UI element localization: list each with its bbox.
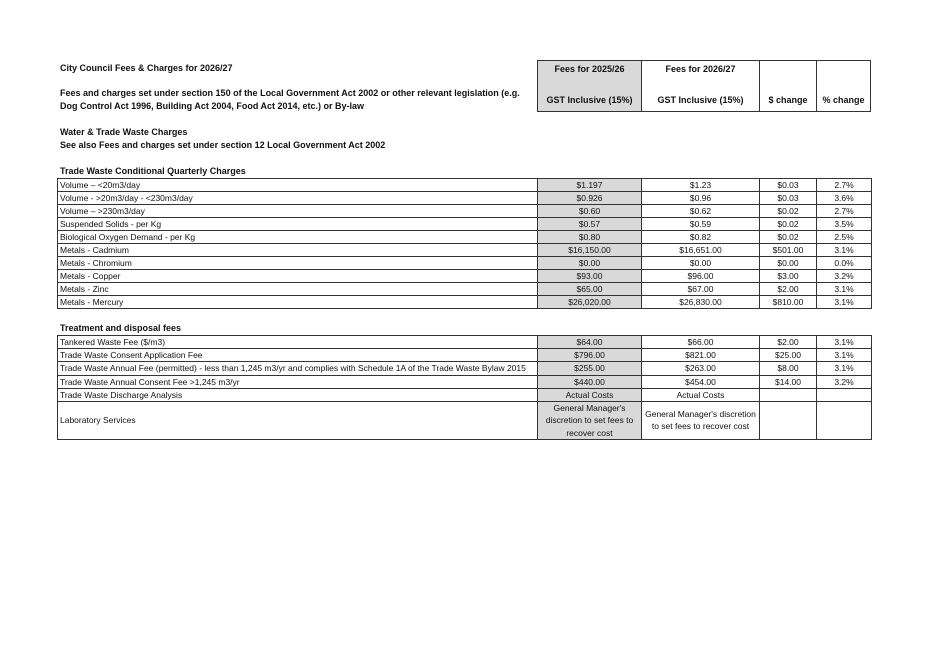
col-pct-change: [817, 61, 870, 111]
document-title: City Council Fees & Charges for 2026/27: [60, 63, 233, 73]
col-dollar-change-label: $ change: [768, 95, 808, 105]
fee-2026-27: Actual Costs: [642, 388, 760, 401]
fee-2025-26: $0.57: [538, 218, 642, 231]
table-row: [58, 362, 872, 376]
row-description: Laboratory Services: [58, 401, 538, 440]
water-section-title: Water & Trade Waste Charges: [60, 127, 188, 137]
dollar-change: [760, 401, 817, 440]
table-row: [58, 336, 872, 349]
table-row: [58, 205, 872, 218]
dollar-change: [760, 388, 817, 401]
row-description: Trade Waste Annual Fee (permitted) - less than 1,245 m3/yr and complies with Schedule 1A of the Trade Waste Bylaw 2015: [58, 362, 538, 376]
fee-2025-26: General Manager's discretion to set fees to recover cost: [538, 401, 642, 440]
fee-2026-27: $0.82: [642, 231, 760, 244]
dollar-change: $25.00: [760, 349, 817, 362]
dollar-change: $8.00: [760, 362, 817, 376]
fee-2025-26: Actual Costs: [538, 388, 642, 401]
fee-2026-27: General Manager's discretion to set fees to recover cost: [642, 401, 760, 440]
row-description: Volume – >230m3/day: [58, 205, 538, 218]
dollar-change: $0.03: [760, 192, 817, 205]
table-row: [58, 401, 872, 440]
fee-2025-26: $0.80: [538, 231, 642, 244]
fee-2026-27: $66.00: [642, 336, 760, 349]
dollar-change: $14.00: [760, 375, 817, 388]
fee-2025-26: $93.00: [538, 270, 642, 283]
fee-2026-27: $26,830.00: [642, 296, 760, 309]
document-description: Fees and charges set under section 150 of the Local Government Act 2002 or other relevant legislation (e.g. Dog Control Act 1996, Building Act 2004, Food Act 2014, etc.) or By-law: [60, 88, 520, 111]
row-description: Metals - Zinc: [58, 283, 538, 296]
pct-change: 2.7%: [817, 205, 872, 218]
row-description: Suspended Solids - per Kg: [58, 218, 538, 231]
dollar-change: $2.00: [760, 283, 817, 296]
column-header-box: [537, 60, 871, 112]
dollar-change: $2.00: [760, 336, 817, 349]
pct-change: 3.1%: [817, 362, 872, 376]
table-row: [58, 257, 872, 270]
fee-2025-26: $255.00: [538, 362, 642, 376]
dollar-change: $0.02: [760, 218, 817, 231]
table-row: [58, 270, 872, 283]
water-section-heading: [60, 126, 385, 152]
row-description: Tankered Waste Fee ($/m3): [58, 336, 538, 349]
fee-2026-27: $0.00: [642, 257, 760, 270]
dollar-change: $0.00: [760, 257, 817, 270]
row-description: Trade Waste Annual Consent Fee >1,245 m3/yr: [58, 375, 538, 388]
fee-2026-27: $16,651.00: [642, 244, 760, 257]
fee-2026-27: $1.23: [642, 179, 760, 192]
treatment-table: [57, 335, 872, 440]
fee-2025-26: $0.60: [538, 205, 642, 218]
table-row: [58, 283, 872, 296]
row-description: Metals - Mercury: [58, 296, 538, 309]
table-row: [58, 218, 872, 231]
pct-change: 2.5%: [817, 231, 872, 244]
fee-2025-26: $0.00: [538, 257, 642, 270]
fee-2026-27: $0.59: [642, 218, 760, 231]
fee-2026-27: $454.00: [642, 375, 760, 388]
col-gst-curr-label: GST Inclusive (15%): [657, 95, 744, 105]
trade-waste-heading: Trade Waste Conditional Quarterly Charges: [60, 166, 246, 176]
fee-2025-26: $65.00: [538, 283, 642, 296]
col-fees-prev-label: Fees for 2025/26: [554, 64, 625, 74]
table-row: [58, 231, 872, 244]
pct-change: 0.0%: [817, 257, 872, 270]
pct-change: 2.7%: [817, 179, 872, 192]
col-pct-change-label: % change: [822, 95, 865, 105]
pct-change: 3.1%: [817, 349, 872, 362]
fee-2025-26: $26,020.00: [538, 296, 642, 309]
row-description: Metals - Cadmium: [58, 244, 538, 257]
pct-change: 3.1%: [817, 244, 872, 257]
fee-2026-27: $0.96: [642, 192, 760, 205]
fee-2025-26: $796.00: [538, 349, 642, 362]
water-section-subtitle: See also Fees and charges set under section 12 Local Government Act 2002: [60, 140, 386, 150]
fee-2026-27: $821.00: [642, 349, 760, 362]
pct-change: 3.2%: [817, 375, 872, 388]
row-description: Volume - >20m3/day - <230m3/day: [58, 192, 538, 205]
fee-2025-26: $16,150.00: [538, 244, 642, 257]
fee-2025-26: $0.926: [538, 192, 642, 205]
table-row: [58, 179, 872, 192]
col-gst-prev-label: GST Inclusive (15%): [546, 95, 633, 105]
dollar-change: $501.00: [760, 244, 817, 257]
pct-change: 3.6%: [817, 192, 872, 205]
table-row: [58, 349, 872, 362]
col-fees-2026-27: [642, 61, 760, 111]
pct-change: 3.2%: [817, 270, 872, 283]
col-fees-curr-label: Fees for 2026/27: [665, 64, 736, 74]
fee-2025-26: $440.00: [538, 375, 642, 388]
pct-change: 3.1%: [817, 283, 872, 296]
row-description: Metals - Copper: [58, 270, 538, 283]
row-description: Trade Waste Consent Application Fee: [58, 349, 538, 362]
pct-change: [817, 401, 872, 440]
pct-change: [817, 388, 872, 401]
table-row: [58, 192, 872, 205]
fee-2026-27: $263.00: [642, 362, 760, 376]
fee-2026-27: $0.62: [642, 205, 760, 218]
row-description: Volume – <20m3/day: [58, 179, 538, 192]
pct-change: 3.1%: [817, 296, 872, 309]
table-row: [58, 388, 872, 401]
fee-2025-26: $1.197: [538, 179, 642, 192]
dollar-change: $3.00: [760, 270, 817, 283]
table-row: [58, 244, 872, 257]
pct-change: 3.1%: [817, 336, 872, 349]
fee-2025-26: $64.00: [538, 336, 642, 349]
fee-2026-27: $67.00: [642, 283, 760, 296]
row-description: Trade Waste Discharge Analysis: [58, 388, 538, 401]
row-description: Biological Oxygen Demand - per Kg: [58, 231, 538, 244]
dollar-change: $810.00: [760, 296, 817, 309]
dollar-change: $0.02: [760, 205, 817, 218]
treatment-heading: Treatment and disposal fees: [60, 323, 182, 333]
col-dollar-change: [760, 61, 817, 111]
dollar-change: $0.02: [760, 231, 817, 244]
dollar-change: $0.03: [760, 179, 817, 192]
trade-waste-table: [57, 178, 872, 309]
table-row: [58, 296, 872, 309]
pct-change: 3.5%: [817, 218, 872, 231]
fee-2026-27: $96.00: [642, 270, 760, 283]
table-row: [58, 375, 872, 388]
col-fees-2025-26: [538, 61, 642, 111]
row-description: Metals - Chromium: [58, 257, 538, 270]
